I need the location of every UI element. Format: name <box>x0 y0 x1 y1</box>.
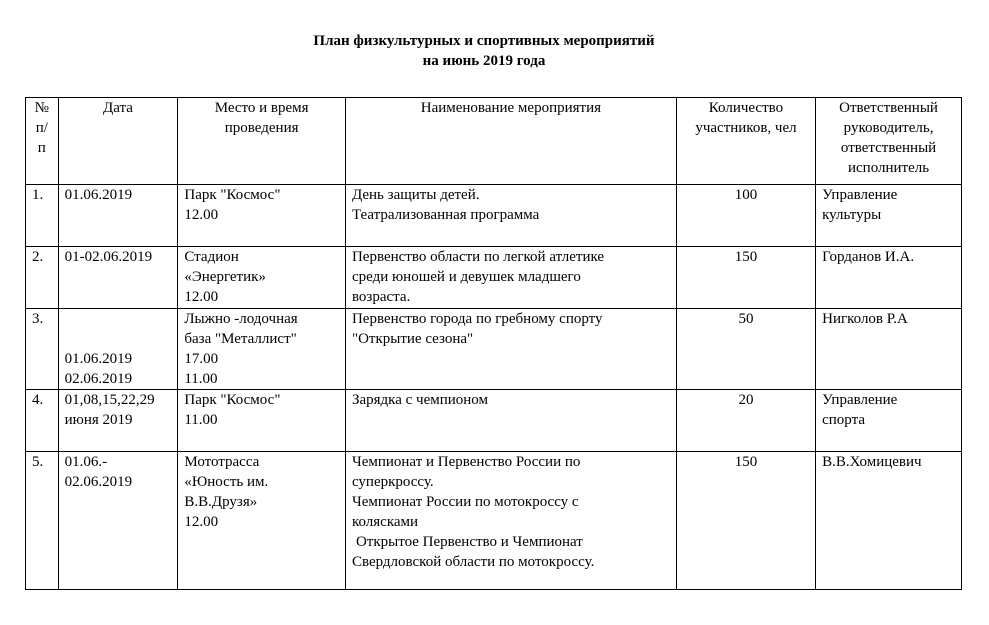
cell-date <box>58 185 178 247</box>
cell-event-line: Чемпионат России по мотокроссу с <box>351 494 579 510</box>
cell-count-line: 100 <box>734 187 758 203</box>
table-row <box>26 390 962 452</box>
cell-place-line: Парк "Космос" <box>184 392 281 408</box>
cell-responsible-line: Управление <box>822 187 898 203</box>
cell-responsible-line: культуры <box>822 207 882 223</box>
cell-place-line: 17.00 <box>184 351 219 367</box>
cell-num <box>26 247 59 309</box>
cell-date <box>58 452 178 590</box>
cell-place-line: «Энергетик» <box>184 269 266 285</box>
cell-date-line: 02.06.2019 <box>64 474 133 490</box>
cell-date-line: 01,08,15,22,29 <box>64 392 155 408</box>
cell-responsible-line: В.В.Хомицевич <box>822 454 922 470</box>
cell-event-line: Зарядка с чемпионом <box>351 392 489 408</box>
cell-event <box>345 309 676 390</box>
cell-place-line: Парк "Космос" <box>184 187 281 203</box>
document-title <box>0 31 968 71</box>
cell-responsible-line: Нигколов Р.А <box>822 311 908 327</box>
cell-responsible <box>816 390 962 452</box>
cell-responsible-line: Горданов И.А. <box>822 249 915 265</box>
cell-event <box>345 390 676 452</box>
cell-date <box>58 247 178 309</box>
header-responsible: Ответственный руководитель, ответственный исполнитель <box>816 98 962 185</box>
cell-event-line: Театрализованная программа <box>351 207 540 223</box>
header-date: Дата <box>58 98 178 185</box>
cell-event-line: День защиты детей. <box>351 187 480 203</box>
cell-date <box>58 390 178 452</box>
cell-date-line: 01.06.2019 <box>64 351 133 367</box>
table-row <box>26 309 962 390</box>
cell-responsible-line: спорта <box>822 412 865 428</box>
cell-place-line: 12.00 <box>184 207 219 223</box>
cell-event-line: суперкроссу. <box>351 474 434 490</box>
header-event: Наименование мероприятия <box>345 98 676 185</box>
cell-place-line: 11.00 <box>184 371 218 387</box>
cell-count-line: 20 <box>738 392 754 408</box>
cell-event-line: Свердловской области по мотокроссу. <box>351 554 595 570</box>
cell-place <box>178 452 346 590</box>
cell-date-line: 02.06.2019 <box>64 371 133 387</box>
cell-place-line: Мототрасса <box>184 454 260 470</box>
cell-count-line: 150 <box>734 454 758 470</box>
cell-place-line: 11.00 <box>184 412 218 428</box>
events-table <box>25 97 962 590</box>
cell-event-line: колясками <box>351 514 419 530</box>
cell-place <box>178 390 346 452</box>
cell-event <box>345 185 676 247</box>
cell-event-line: Первенство города по гребному спорту <box>351 311 603 327</box>
cell-num-line: 4. <box>32 392 44 408</box>
cell-count <box>676 247 815 309</box>
cell-num <box>26 452 59 590</box>
cell-place-line: 12.00 <box>184 514 219 530</box>
cell-date-line: 01-02.06.2019 <box>64 249 153 265</box>
table-body <box>26 185 962 590</box>
cell-responsible <box>816 309 962 390</box>
cell-count-line: 150 <box>734 249 758 265</box>
cell-count-line: 50 <box>738 311 754 327</box>
cell-place <box>178 309 346 390</box>
cell-event <box>345 247 676 309</box>
cell-responsible-line: Управление <box>822 392 898 408</box>
cell-num-line: 2. <box>32 249 44 265</box>
cell-date <box>58 309 178 390</box>
cell-num-line: 5. <box>32 454 44 470</box>
cell-place-line: Стадион <box>184 249 239 265</box>
cell-event-line: "Открытие сезона" <box>351 331 474 347</box>
cell-responsible <box>816 452 962 590</box>
cell-event-line: Открытое Первенство и Чемпионат <box>355 534 583 550</box>
cell-event <box>345 452 676 590</box>
cell-num-line: 3. <box>32 311 44 327</box>
cell-count <box>676 185 815 247</box>
cell-date-line: июня 2019 <box>64 412 133 428</box>
table-row <box>26 452 962 590</box>
cell-num-line: 1. <box>32 187 44 203</box>
cell-event-line: среди юношей и девушек младшего <box>351 269 581 285</box>
title-line-2: на июнь 2019 года <box>422 53 546 69</box>
cell-num <box>26 309 59 390</box>
cell-num <box>26 185 59 247</box>
header-count: Количество участников, чел <box>676 98 815 185</box>
cell-date-line: 01.06.- <box>64 454 108 470</box>
cell-place-line: 12.00 <box>184 289 219 305</box>
table-header-row <box>26 98 962 185</box>
cell-event-line: Чемпионат и Первенство России по <box>351 454 581 470</box>
cell-place-line: В.В.Друзя» <box>184 494 258 510</box>
cell-responsible <box>816 247 962 309</box>
cell-place <box>178 185 346 247</box>
cell-place-line: Лыжно -лодочная <box>184 311 298 327</box>
cell-num <box>26 390 59 452</box>
cell-count <box>676 309 815 390</box>
cell-count <box>676 390 815 452</box>
table-row <box>26 247 962 309</box>
cell-event-line: Первенство области по легкой атлетике <box>351 249 605 265</box>
header-num: № п/п <box>26 98 59 185</box>
table-row <box>26 185 962 247</box>
cell-place-line: «Юность им. <box>184 474 269 490</box>
cell-count <box>676 452 815 590</box>
cell-event-line: возраста. <box>351 289 411 305</box>
header-place: Место и время проведения <box>178 98 346 185</box>
cell-responsible <box>816 185 962 247</box>
cell-place-line: база "Металлист" <box>184 331 297 347</box>
title-line-1: План физкультурных и спортивных мероприятий <box>313 33 655 49</box>
cell-place <box>178 247 346 309</box>
cell-date-line: 01.06.2019 <box>64 187 133 203</box>
